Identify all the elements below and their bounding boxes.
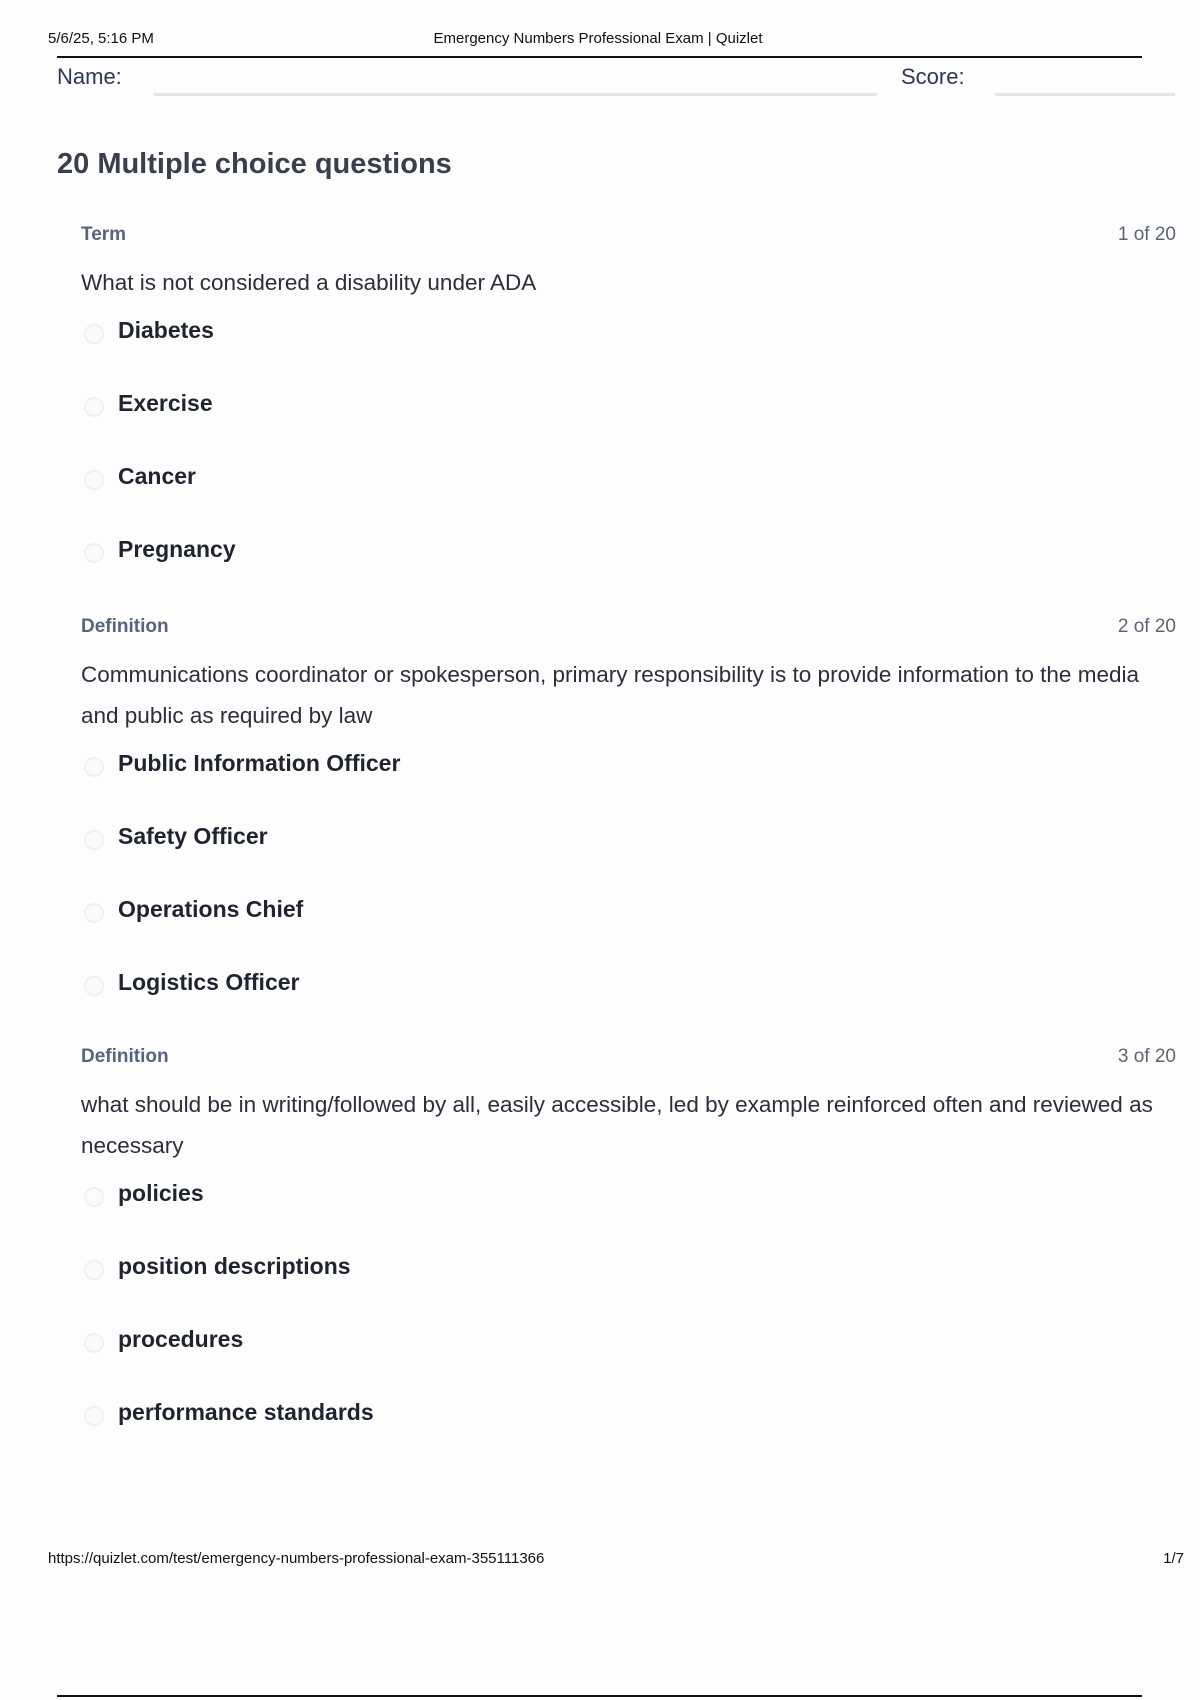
question-counter: 2 of 20 [1117, 616, 1176, 637]
question-header [81, 1046, 1176, 1074]
score-field[interactable] [995, 93, 1175, 96]
answer-option[interactable] [81, 390, 1176, 463]
question-kind: Definition [81, 616, 169, 637]
question-header [81, 224, 1176, 252]
section-title: 20 Multiple choice questions [57, 148, 452, 180]
print-page-title: Emergency Numbers Professional Exam | Quizlet [433, 30, 763, 47]
radio-button-icon[interactable] [84, 324, 104, 344]
radio-button-icon[interactable] [84, 976, 104, 996]
question-counter: 3 of 20 [1117, 1046, 1176, 1067]
answer-option[interactable] [81, 463, 1176, 536]
radio-button-icon[interactable] [84, 1406, 104, 1426]
name-field[interactable] [154, 93, 877, 96]
answer-option[interactable] [81, 750, 1176, 823]
answer-option-label: Diabetes [118, 317, 214, 343]
answer-option-label: policies [118, 1180, 204, 1206]
answer-option-label: position descriptions [118, 1253, 351, 1279]
radio-button-icon[interactable] [84, 830, 104, 850]
print-datetime: 5/6/25, 5:16 PM [48, 30, 154, 47]
question-counter: 1 of 20 [1117, 224, 1176, 245]
page-number: 1/7 [1163, 1550, 1184, 1567]
answer-option[interactable] [81, 1399, 1176, 1472]
answer-option-label: Safety Officer [118, 823, 268, 849]
footer-divider [57, 1695, 1142, 1697]
score-label: Score: [901, 64, 965, 89]
radio-button-icon[interactable] [84, 903, 104, 923]
question-prompt: What is not considered a disability under ADA [81, 270, 537, 295]
question-prompt: what should be in writing/followed by all, easily accessible, led by example reinforced often and reviewed as necessary [81, 1092, 1153, 1158]
answer-option-label: procedures [118, 1326, 244, 1352]
question-kind: Definition [81, 1046, 169, 1067]
answer-option[interactable] [81, 896, 1176, 969]
question-kind: Term [81, 224, 127, 245]
question-card [81, 616, 1176, 1042]
name-label: Name: [57, 64, 122, 89]
answer-option-label: Public Information Officer [118, 750, 401, 776]
header-divider [57, 56, 1142, 58]
radio-button-icon[interactable] [84, 1260, 104, 1280]
question-card [81, 1046, 1176, 1472]
answer-options [81, 317, 1176, 609]
answer-option-label: Operations Chief [118, 896, 304, 922]
radio-button-icon[interactable] [84, 757, 104, 777]
question-header [81, 616, 1176, 644]
radio-button-icon[interactable] [84, 397, 104, 417]
answer-option[interactable] [81, 1180, 1176, 1253]
answer-option[interactable] [81, 536, 1176, 609]
answer-option-label: Logistics Officer [118, 969, 300, 995]
question-prompt: Communications coordinator or spokesperson, primary responsibility is to provide information to the media and public as required by law [81, 662, 1139, 728]
answer-option-label: performance standards [118, 1399, 374, 1425]
answer-options [81, 750, 1176, 1042]
answer-option-label: Pregnancy [118, 536, 236, 562]
answer-option[interactable] [81, 317, 1176, 390]
name-score-row [57, 64, 1177, 100]
answer-option-label: Cancer [118, 463, 196, 489]
question-card [81, 224, 1176, 609]
print-header [48, 28, 1148, 50]
answer-option[interactable] [81, 823, 1176, 896]
radio-button-icon[interactable] [84, 1333, 104, 1353]
answer-option[interactable] [81, 1326, 1176, 1399]
radio-button-icon[interactable] [84, 543, 104, 563]
radio-button-icon[interactable] [84, 1187, 104, 1207]
answer-option[interactable] [81, 969, 1176, 1042]
page-url: https://quizlet.com/test/emergency-numbers-professional-exam-355111366 [48, 1550, 545, 1567]
answer-option[interactable] [81, 1253, 1176, 1326]
answer-options [81, 1180, 1176, 1472]
radio-button-icon[interactable] [84, 470, 104, 490]
answer-option-label: Exercise [118, 390, 213, 416]
print-footer [48, 1550, 1184, 1570]
